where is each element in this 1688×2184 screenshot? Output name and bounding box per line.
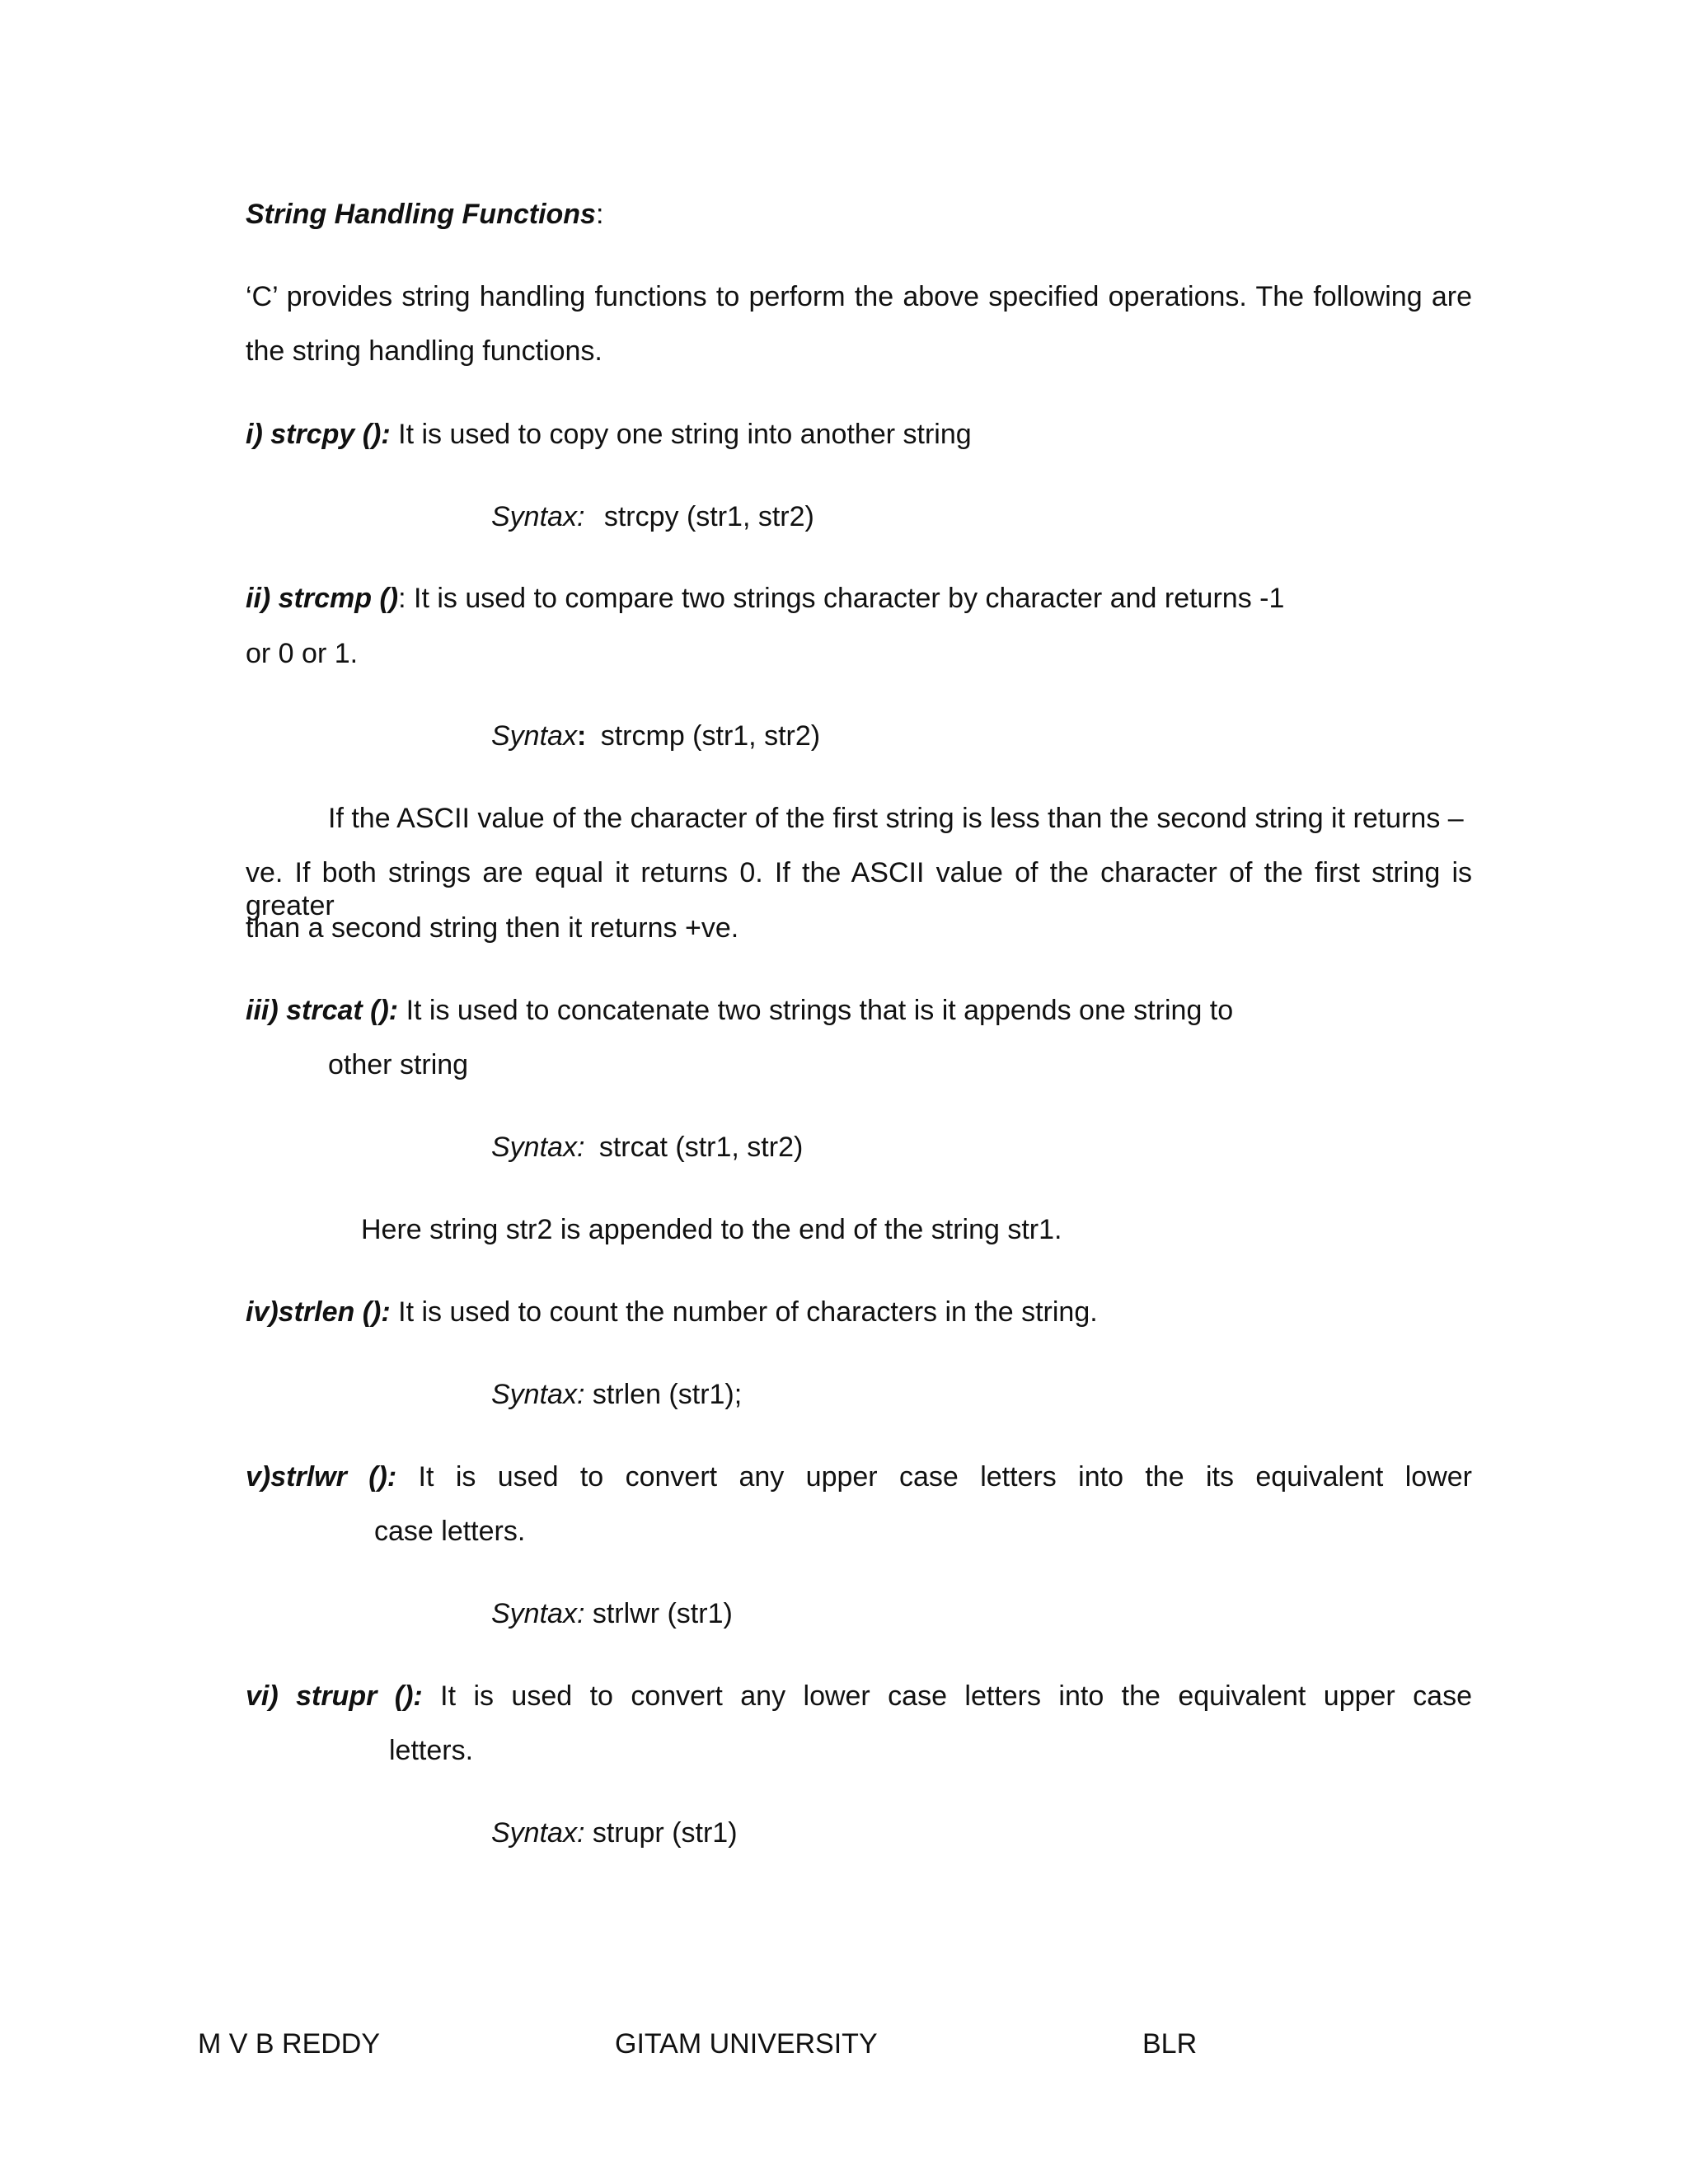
strcmp-label: ii) strcmp ()	[246, 583, 399, 614]
strupr-syntax	[491, 1816, 738, 1849]
strcmp-syntax	[491, 719, 820, 752]
strcpy-label: i) strcpy ():	[246, 419, 391, 450]
strupr-syntax-label: Syntax:	[491, 1817, 585, 1849]
strlen-syntax-label: Syntax:	[491, 1379, 585, 1410]
strcmp-syntax-colon: :	[576, 720, 587, 752]
strcat-definition	[246, 994, 1233, 1027]
footer-location: BLR	[1142, 2028, 1198, 2060]
strcmp-note-line-3: than a second string then it returns +ve.	[246, 912, 739, 944]
intro-line-2: the string handling functions.	[246, 335, 603, 367]
strcpy-desc: It is used to copy one string into another string	[390, 419, 972, 450]
footer-author: M V B REDDY	[198, 2028, 381, 2060]
strupr-desc: It is used to convert any lower case letters into the equivalent upper case	[422, 1680, 1472, 1712]
strlen-syntax-value: strlen (str1);	[592, 1379, 743, 1410]
strcpy-syntax	[491, 500, 814, 533]
strcpy-definition	[246, 418, 972, 451]
strupr-definition	[246, 1680, 1472, 1713]
strlwr-syntax	[491, 1597, 733, 1630]
strcmp-syntax-label: Syntax	[491, 720, 577, 752]
strcat-syntax-value: strcat (str1, str2)	[598, 1132, 804, 1163]
intro-line-1: ‘C’ provides string handling functions to perform the above specified operations. The following are	[246, 281, 1472, 312]
strlwr-definition	[246, 1460, 1472, 1493]
strcmp-note-line-1: If the ASCII value of the character of the first string is less than the second string it returns –	[328, 803, 1464, 834]
strcat-syntax	[491, 1131, 803, 1164]
strupr-label: vi) strupr ():	[246, 1680, 423, 1712]
strcat-note: Here string str2 is appended to the end of the string str1.	[361, 1214, 1062, 1245]
heading-title: String Handling Functions	[246, 199, 596, 230]
strlwr-label: v)strlwr ():	[246, 1461, 397, 1493]
strcat-syntax-label: Syntax:	[491, 1132, 585, 1163]
strlwr-desc: It is used to convert any upper case letters into the its equivalent lower	[396, 1461, 1473, 1493]
strlwr-syntax-label: Syntax:	[491, 1598, 585, 1629]
strlen-definition	[246, 1296, 1098, 1329]
section-heading	[246, 198, 603, 231]
heading-colon: :	[595, 199, 604, 230]
strcat-label: iii) strcat ():	[246, 995, 399, 1026]
strcpy-syntax-value: strcpy (str1, str2)	[603, 501, 814, 532]
strcmp-desc-line-2: or 0 or 1.	[246, 638, 359, 669]
strlen-desc: It is used to count the number of characters in the string.	[390, 1296, 1098, 1328]
strlwr-syntax-value: strlwr (str1)	[592, 1598, 733, 1629]
strcmp-definition	[246, 582, 1284, 615]
footer-university: GITAM UNIVERSITY	[615, 2028, 878, 2060]
strcmp-desc: : It is used to compare two strings character by character and returns -1	[398, 583, 1285, 614]
strcpy-syntax-label: Syntax:	[491, 501, 585, 532]
strlen-label: iv)strlen ():	[246, 1296, 391, 1328]
strcat-desc: It is used to concatenate two strings that is it appends one string to	[398, 995, 1234, 1026]
strcat-desc-line-2: other string	[328, 1049, 469, 1080]
strupr-syntax-value: strupr (str1)	[592, 1817, 738, 1849]
strlwr-desc-line-2: case letters.	[374, 1516, 526, 1547]
strlen-syntax	[491, 1378, 742, 1411]
strcmp-syntax-value: strcmp (str1, str2)	[600, 720, 821, 752]
strupr-desc-line-2: letters.	[389, 1735, 474, 1766]
strcmp-note-line-2: ve. If both strings are equal it returns 0. If the ASCII value of the character of the first string is greater	[246, 857, 1472, 921]
